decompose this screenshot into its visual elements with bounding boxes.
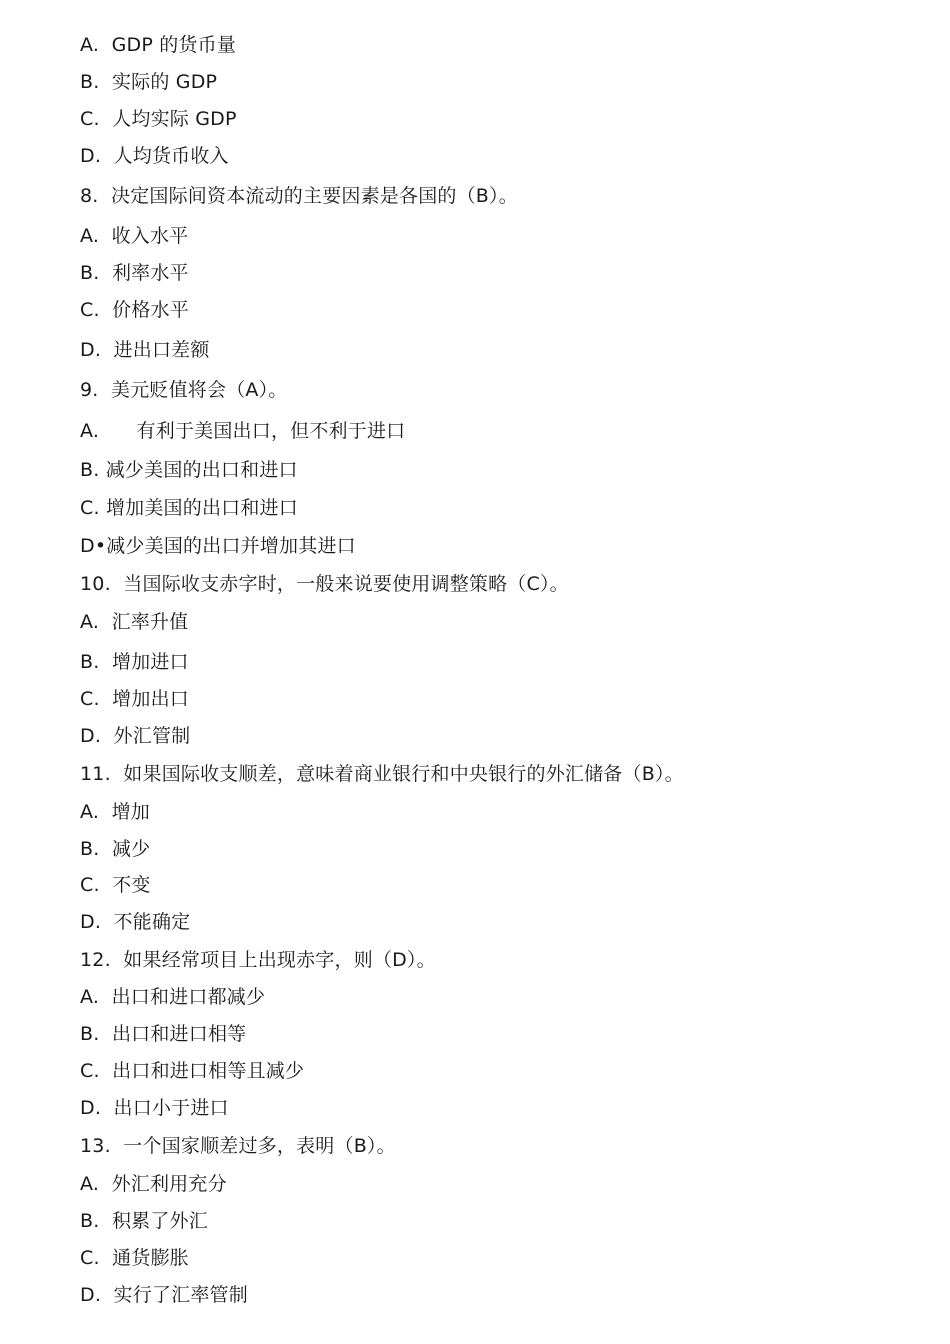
option-line: C. 出口和进口相等且减少	[80, 1060, 305, 1082]
option-line: D. 外汇管制	[80, 725, 191, 747]
question-line: 11. 如果国际收支顺差，意味着商业银行和中央银行的外汇储备（B）。	[80, 763, 684, 785]
option-line: D. 实行了汇率管制	[80, 1284, 248, 1306]
option-line: B. 增加进口	[80, 651, 189, 673]
option-line: C. 价格水平	[80, 299, 189, 321]
question-line: 9. 美元贬值将会（A）。	[80, 379, 288, 401]
option-line: A. 有利于美国出口，但不利于进口	[80, 420, 406, 442]
option-line: A. 汇率升值	[80, 611, 189, 633]
option-line: A. 外汇利用充分	[80, 1173, 227, 1195]
option-line: A. GDP 的货币量	[80, 34, 237, 56]
option-line: D. 出口小于进口	[80, 1097, 229, 1119]
option-line: B. 出口和进口相等	[80, 1023, 247, 1045]
option-line: A. 增加	[80, 801, 150, 823]
option-line: D. 人均货币收入	[80, 145, 229, 167]
question-line: 10. 当国际收支赤字时，一般来说要使用调整策略（C）。	[80, 573, 569, 595]
option-line: D•减少美国的出口并增加其进口	[80, 535, 356, 557]
option-line: B. 实际的 GDP	[80, 71, 218, 93]
question-line: 13. 一个国家顺差过多，表明（B）。	[80, 1135, 396, 1157]
option-line: C. 人均实际 GDP	[80, 108, 237, 130]
option-line: C. 增加美国的出口和进口	[80, 497, 298, 519]
option-line: C. 通货膨胀	[80, 1247, 189, 1269]
option-line: B. 利率水平	[80, 262, 189, 284]
option-line: D. 不能确定	[80, 911, 191, 933]
option-line: B. 积累了外汇	[80, 1210, 208, 1232]
option-line: A. 收入水平	[80, 225, 189, 247]
option-line: C. 不变	[80, 874, 151, 896]
option-line: C. 增加出口	[80, 688, 189, 710]
question-line: 8. 决定国际间资本流动的主要因素是各国的（B）。	[80, 185, 518, 207]
option-line: B. 减少	[80, 838, 151, 860]
option-line: B. 减少美国的出口和进口	[80, 459, 298, 481]
option-line: A. 出口和进口都减少	[80, 986, 266, 1008]
question-line: 12. 如果经常项目上出现赤字，则（D）。	[80, 949, 436, 971]
option-line: D. 进出口差额	[80, 339, 210, 361]
